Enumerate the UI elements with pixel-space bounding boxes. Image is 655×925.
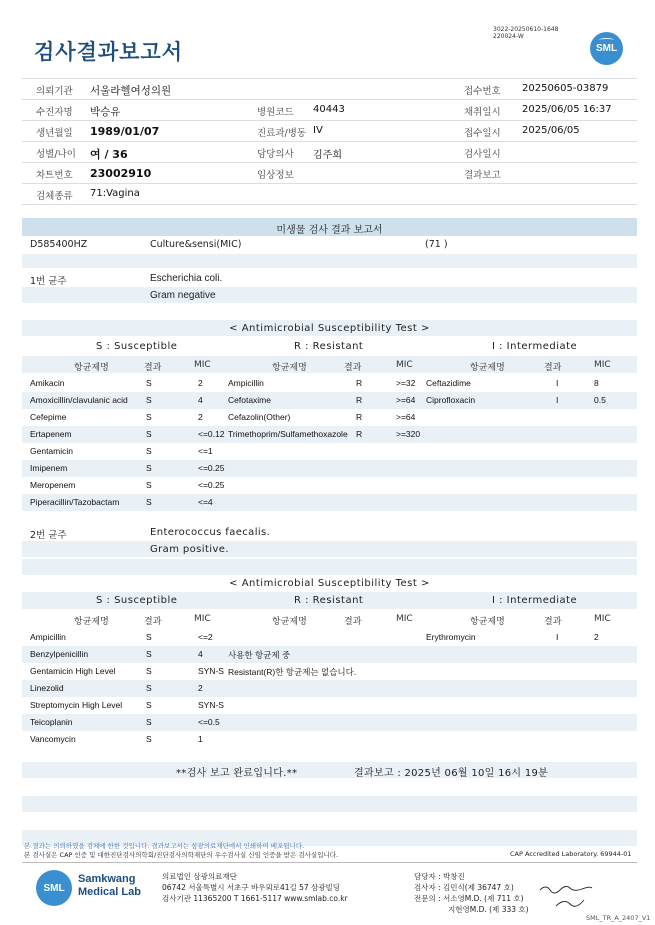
organism-2-label: 2번 균주 bbox=[30, 530, 67, 541]
ast-s-mic: <=0.5 bbox=[198, 717, 220, 727]
footer-address bbox=[162, 871, 348, 904]
footer-org: 의료법인 삼광의료재단 bbox=[162, 872, 237, 881]
ast-s-mic: SYN-S bbox=[198, 700, 224, 710]
ast-i-result: I bbox=[556, 378, 559, 388]
staff-value: 박창진 bbox=[443, 872, 465, 881]
ast-s-result: S bbox=[146, 446, 152, 456]
row-band bbox=[22, 714, 637, 731]
ast1-title-text: < Antimicrobial Susceptibility Test > bbox=[229, 323, 430, 334]
ast-s-mic: 4 bbox=[198, 395, 203, 405]
notice-line-2: 본 검사실은 CAP 인증 및 대한진단검사의학회/진단검사의학재단의 우수검사실 신임 인증을 받은 검사실입니다. bbox=[24, 851, 339, 859]
ast-i-mic: 8 bbox=[594, 378, 599, 388]
collect-value: 2025/06/05 16:37 bbox=[522, 104, 612, 115]
dob-value: 1989/01/07 bbox=[90, 125, 160, 138]
footer-logo: SML bbox=[36, 870, 72, 906]
ast1-col-drug-r: 항균제명 bbox=[272, 363, 307, 373]
test-name: Culture&sensi(MIC) bbox=[150, 239, 242, 250]
ast-r-drug: Trimethoprim/Sulfamethoxazole bbox=[228, 429, 348, 439]
hospital-value: 서울라헬여성의원 bbox=[90, 85, 172, 97]
ast-s-drug: Vancomycin bbox=[30, 734, 76, 744]
receipt-no-label: 접수번호 bbox=[464, 86, 501, 97]
ast-s-drug: Amoxicillin/clavulanic acid bbox=[30, 395, 128, 405]
tester-label: 검사자 : bbox=[414, 883, 441, 892]
ast-s-drug: Ampicillin bbox=[30, 632, 66, 642]
ast1-col-result-s: 결과 bbox=[144, 363, 162, 373]
organism-1-gram-band bbox=[22, 287, 637, 303]
row-band bbox=[22, 460, 637, 477]
complete-text: **검사 보고 완료입니다.** bbox=[176, 768, 298, 779]
ast-r-drug: 사용한 항균제 중 bbox=[228, 650, 291, 660]
ast1-col-drug-s: 항균제명 bbox=[74, 363, 109, 373]
test-number: (71 ) bbox=[425, 239, 448, 250]
name-label: 수진자명 bbox=[36, 107, 73, 118]
footer-brand-name bbox=[78, 873, 141, 899]
receipt-no-value: 20250605-03879 bbox=[522, 83, 609, 94]
footer-staff bbox=[414, 871, 529, 915]
ast1-col-mic-s: MIC bbox=[194, 360, 211, 370]
sml-logo: SML bbox=[590, 32, 623, 65]
ast-s-mic: <=0.12 bbox=[198, 429, 225, 439]
specialist-2: 지현영M.D. (제 333 호) bbox=[448, 905, 529, 914]
ast-i-drug: Erythromycin bbox=[426, 632, 476, 642]
row-band bbox=[22, 646, 637, 663]
ast-s-result: S bbox=[146, 378, 152, 388]
dept-label: 진료과/병동 bbox=[257, 128, 307, 139]
clinical-label: 임상정보 bbox=[257, 170, 294, 181]
ast-i-result: I bbox=[556, 395, 559, 405]
spacer-band bbox=[22, 254, 637, 268]
ast-s-mic: <=0.25 bbox=[198, 480, 225, 490]
ast-r-drug: Cefazolin(Other) bbox=[228, 412, 291, 422]
dob-label: 생년월일 bbox=[36, 128, 73, 139]
ast-r-drug: Cefotaxime bbox=[228, 395, 271, 405]
ast-s-drug: Linezolid bbox=[30, 683, 64, 693]
ast-s-drug: Gentamicin bbox=[30, 446, 73, 456]
info-row-2 bbox=[22, 100, 637, 121]
ast1-col-mic-i: MIC bbox=[594, 360, 611, 370]
ast-s-drug: Imipenem bbox=[30, 463, 68, 473]
document-id-line2: 220024-W bbox=[493, 33, 524, 40]
chart-label: 차트번호 bbox=[36, 170, 73, 181]
ast-i-result: I bbox=[556, 632, 559, 642]
ast-s-mic: <=0.25 bbox=[198, 463, 225, 473]
dept-value: IV bbox=[313, 125, 323, 136]
patient-info bbox=[22, 78, 637, 205]
receive-value: 2025/06/05 bbox=[522, 125, 580, 136]
ast-r-result: R bbox=[356, 395, 363, 405]
info-row-4 bbox=[22, 142, 637, 163]
ast-s-result: S bbox=[146, 429, 152, 439]
ast-s-mic: <=2 bbox=[198, 632, 213, 642]
ast-s-mic: <=4 bbox=[198, 497, 213, 507]
ast-s-result: S bbox=[146, 683, 152, 693]
footer-divider bbox=[22, 862, 637, 863]
specimen-label: 검체종류 bbox=[36, 191, 73, 202]
ast-s-drug: Meropenem bbox=[30, 480, 76, 490]
ast-s-drug: Amikacin bbox=[30, 378, 65, 388]
receive-label: 접수일시 bbox=[464, 128, 501, 139]
ast-r-result: R bbox=[356, 378, 363, 388]
chart-value: 23002910 bbox=[90, 167, 152, 180]
brand-line-2: Medical Lab bbox=[78, 886, 141, 898]
ast-r-mic: >=64 bbox=[396, 412, 416, 422]
ast-s-mic: SYN-S bbox=[198, 666, 224, 676]
staff-label: 담당자 : bbox=[414, 872, 441, 881]
ast-s-result: S bbox=[146, 497, 152, 507]
organism-1-gram-text: Gram negative bbox=[150, 290, 216, 301]
ast1-legend-r: R : Resistant bbox=[294, 341, 364, 352]
report-time: 결과보고 : 2025년 06월 10일 16시 19분 bbox=[354, 768, 549, 779]
ast-s-mic: <=1 bbox=[198, 446, 213, 456]
specialist-1: 서소영M.D. (제 711 호) bbox=[443, 894, 524, 903]
organism-1-name: Escherichia coli. bbox=[150, 273, 223, 284]
spacer-band-2 bbox=[22, 559, 637, 575]
organism-2-name: Enterococcus faecalis. bbox=[150, 527, 271, 538]
doctor-label: 담당의사 bbox=[257, 149, 294, 160]
section-title-text: 미생물 검사 결과 보고서 bbox=[276, 225, 383, 236]
ast-s-drug: Ertapenem bbox=[30, 429, 72, 439]
ast2-col-mic-r: MIC bbox=[396, 614, 413, 624]
ast-s-drug: Teicoplanin bbox=[30, 717, 73, 727]
cap-accreditation: CAP Accredited Laboratory. 69944-01 bbox=[510, 850, 632, 858]
blank-band-1 bbox=[22, 796, 637, 812]
ast2-col-result-s: 결과 bbox=[144, 617, 162, 627]
footer-addr: 06742 서울특별시 서초구 바우뫼로41길 57 삼광빌딩 bbox=[162, 883, 341, 892]
ast-r-result: R bbox=[356, 429, 363, 439]
info-row-5 bbox=[22, 163, 637, 184]
test-code: D585400HZ bbox=[30, 239, 88, 250]
tester-value: 김민식(제 36747 호) bbox=[443, 883, 514, 892]
info-row-1 bbox=[22, 79, 637, 100]
ast-s-drug: Piperacillin/Tazobactam bbox=[30, 497, 120, 507]
ast-s-result: S bbox=[146, 480, 152, 490]
ward-code-value: 40443 bbox=[313, 104, 345, 115]
ast1-col-drug-i: 항균제명 bbox=[470, 363, 505, 373]
ast-s-result: S bbox=[146, 734, 152, 744]
ast-r-mic: >=320 bbox=[396, 429, 421, 439]
specimen-value: 71:Vagina bbox=[90, 188, 140, 199]
ast2-title-text: < Antimicrobial Susceptibility Test > bbox=[229, 578, 430, 589]
ast1-col-result-i: 결과 bbox=[544, 363, 562, 373]
ast-i-mic: 0.5 bbox=[594, 395, 606, 405]
ast-s-mic: 1 bbox=[198, 734, 203, 744]
ast-s-result: S bbox=[146, 412, 152, 422]
brand-line-1: Samkwang bbox=[78, 873, 136, 885]
notice-line-1: 본 결과는 의뢰하였을 검체에 한한 것입니다. 결과보고서는 삼광의료재단에서 인쇄하여 배포됩니다. bbox=[24, 842, 305, 850]
info-row-6 bbox=[22, 184, 637, 205]
sex-label: 성별/나이 bbox=[36, 149, 76, 160]
ast1-col-mic-r: MIC bbox=[396, 360, 413, 370]
ast2-legend-s: S : Susceptible bbox=[96, 595, 178, 606]
ast-s-mic: 2 bbox=[198, 412, 203, 422]
name-value: 박승유 bbox=[90, 106, 121, 118]
ast-s-result: S bbox=[146, 632, 152, 642]
ast2-legend-i: I : Intermediate bbox=[492, 595, 578, 606]
ast-i-mic: 2 bbox=[594, 632, 599, 642]
ast-s-drug: Streptomycin High Level bbox=[30, 700, 123, 710]
organism-2-gram-text: Gram positive. bbox=[150, 544, 229, 555]
hospital-label: 의뢰기관 bbox=[36, 86, 73, 97]
specialist-label: 전문의 : bbox=[414, 894, 441, 903]
signature-icon bbox=[536, 880, 596, 910]
ast2-legend-r: R : Resistant bbox=[294, 595, 364, 606]
info-row-3 bbox=[22, 121, 637, 142]
footer-contact: 검사기관 11365200 T 1661-5117 www.smlab.co.kr bbox=[162, 894, 348, 903]
ward-code-label: 병원코드 bbox=[257, 107, 294, 118]
ast-s-drug: Benzylpenicillin bbox=[30, 649, 89, 659]
ast2-col-drug-r: 항균제명 bbox=[272, 617, 307, 627]
ast-i-drug: Ciprofloxacin bbox=[426, 395, 476, 405]
organism-2-gram-band bbox=[22, 541, 637, 557]
report-label: 결과보고 bbox=[464, 170, 501, 181]
ast1-legend-s: S : Susceptible bbox=[96, 341, 178, 352]
sex-value: 여 / 36 bbox=[90, 148, 128, 161]
organism-1-label: 1번 균주 bbox=[30, 276, 67, 287]
ast-s-drug: Cefepime bbox=[30, 412, 67, 422]
row-band bbox=[22, 680, 637, 697]
document-id bbox=[493, 26, 558, 40]
ast-s-drug: Gentamicin High Level bbox=[30, 666, 116, 676]
document-title: 검사결과보고서 bbox=[34, 40, 184, 64]
collect-label: 채취일시 bbox=[464, 107, 501, 118]
ast-r-drug: Resistant(R)한 항균제는 없습니다. bbox=[228, 667, 357, 677]
test-date-label: 검사일시 bbox=[464, 149, 501, 160]
ast-s-result: S bbox=[146, 649, 152, 659]
ast-s-mic: 4 bbox=[198, 649, 203, 659]
ast-s-mic: 2 bbox=[198, 683, 203, 693]
ast1-col-result-r: 결과 bbox=[344, 363, 362, 373]
ast-r-drug: Ampicillin bbox=[228, 378, 264, 388]
ast-r-mic: >=64 bbox=[396, 395, 416, 405]
ast-r-mic: >=32 bbox=[396, 378, 416, 388]
form-code: SML_TR_A_2407_V1 bbox=[586, 914, 651, 922]
ast2-col-result-r: 결과 bbox=[344, 617, 362, 627]
ast-i-drug: Ceftazidime bbox=[426, 378, 471, 388]
ast-s-result: S bbox=[146, 395, 152, 405]
ast-s-mic: 2 bbox=[198, 378, 203, 388]
ast2-col-mic-s: MIC bbox=[194, 614, 211, 624]
ast2-col-result-i: 결과 bbox=[544, 617, 562, 627]
ast-s-result: S bbox=[146, 463, 152, 473]
ast2-col-drug-s: 항균제명 bbox=[74, 617, 109, 627]
ast-s-result: S bbox=[146, 700, 152, 710]
ast1-legend-i: I : Intermediate bbox=[492, 341, 578, 352]
doctor-value: 김주희 bbox=[313, 150, 342, 161]
ast-r-result: R bbox=[356, 412, 363, 422]
ast-s-result: S bbox=[146, 666, 152, 676]
ast2-col-drug-i: 항균제명 bbox=[470, 617, 505, 627]
ast2-col-mic-i: MIC bbox=[594, 614, 611, 624]
document-id-line1: 3022-20250610-1648 bbox=[493, 26, 559, 33]
ast-s-result: S bbox=[146, 717, 152, 727]
